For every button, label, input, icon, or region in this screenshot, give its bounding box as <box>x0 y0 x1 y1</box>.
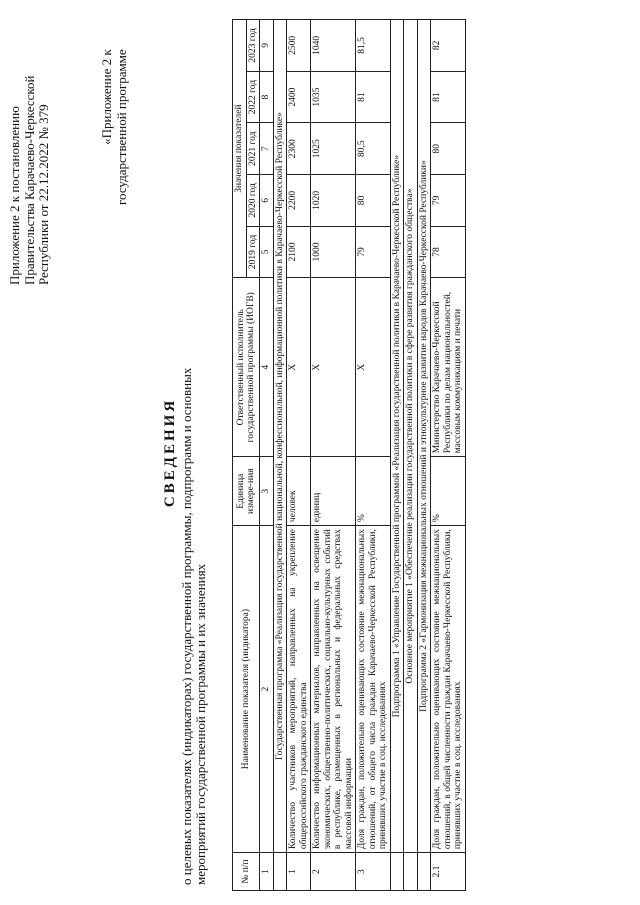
column-number: 9 <box>260 20 274 72</box>
indicator-value: 2300 <box>287 123 311 175</box>
indicator-value: 80 <box>356 175 391 227</box>
program-appendix-header <box>100 49 129 205</box>
year-header: 2022 год <box>246 71 260 123</box>
indicator-name: Доля граждан, положительно оценивающих состояние межнациональных отношений, в общей численности граждан Карачаево-Черкесской Республики, принявших участие в соц. исследованиях <box>431 526 466 853</box>
indicator-value: 1025 <box>311 123 356 175</box>
indicator-name: Доля граждан, положительно оценивающих состояние межнациональных отношений, от общего числа граждан Карачаево-Черкесской Республики, принявших участие в соц. исследованиях <box>356 526 391 853</box>
column-number: 8 <box>260 71 274 123</box>
program-row-text: Государственная программа «Реализация государственной национальной, конфессиональной, информационной политики в Карачаево-Черкесской Республике» <box>273 20 287 853</box>
executor: Х <box>311 278 356 457</box>
indicators-table <box>232 19 466 891</box>
blank-cell <box>417 853 431 891</box>
subprogram-1-row <box>390 20 404 891</box>
column-number: 5 <box>260 226 274 278</box>
year-header: 2021 год <box>246 123 260 175</box>
document-title: СВЕДЕНИЯ <box>162 397 178 508</box>
appendix-line: Республики от 22.12.2022 № 379 <box>36 104 51 285</box>
indicator-value: 78 <box>431 226 466 278</box>
blank-cell <box>390 853 404 891</box>
main-activity-1-row <box>404 20 418 891</box>
column-number: 3 <box>260 457 274 526</box>
indicator-value: 82 <box>431 20 466 72</box>
year-header: 2023 год <box>246 20 260 72</box>
indicator-value: 79 <box>356 226 391 278</box>
indicator-name: Количество участников мероприятий, направленных на укрепление общероссийского гражданского единства <box>287 526 311 853</box>
indicator-value: 81 <box>431 71 466 123</box>
row-number: 3 <box>356 853 391 891</box>
indicator-value: 1000 <box>311 226 356 278</box>
appendix-header <box>8 76 52 286</box>
indicator-value: 81,5 <box>356 20 391 72</box>
unit: человек <box>287 457 311 526</box>
indicator-value: 80,5 <box>356 123 391 175</box>
indicator-value: 80 <box>431 123 466 175</box>
column-number: 6 <box>260 175 274 227</box>
column-number: 4 <box>260 278 274 457</box>
indicator-value: 1040 <box>311 20 356 72</box>
subprogram-2-row-text: Подпрограмма 2 «Гармонизация межнациональных отношений и этнокультурное развитие народов Карачаево-Черкесской Республики» <box>417 20 431 853</box>
col-executor-header: Ответственный исполнитель государственной программы (ИОГВ) <box>233 278 260 457</box>
unit: единиц <box>311 457 356 526</box>
appendix-line: Правительства Карачаево-Черкесской <box>21 75 37 285</box>
table-row <box>311 20 356 891</box>
blank-cell <box>273 853 287 891</box>
blank-cell <box>404 853 418 891</box>
indicator-value: 2400 <box>287 71 311 123</box>
main-activity-1-row-text: Основное мероприятие 1 «Обеспечение реализации государственной политики в сфере развития гражданского общества» <box>404 20 418 853</box>
table-row <box>287 20 311 891</box>
col-num-header: № п/п <box>233 853 260 891</box>
executor: Министерство Карачаево-Черкесской Республики по делам национальностей, массовым коммуникациям и печати <box>431 278 466 457</box>
unit: % <box>356 457 391 526</box>
row-number: 2 <box>311 853 356 891</box>
header-row <box>233 20 247 891</box>
indicator-value: 1035 <box>311 71 356 123</box>
indicator-value: 79 <box>431 175 466 227</box>
program-line: «Приложение 2 к <box>99 49 114 145</box>
executor: Х <box>287 278 311 457</box>
table-row <box>356 20 391 891</box>
row-number: 2.1 <box>431 853 466 891</box>
indicator-value: 2500 <box>287 20 311 72</box>
program-row <box>273 20 287 891</box>
executor: Х <box>356 278 391 457</box>
row-number: 1 <box>287 853 311 891</box>
unit: % <box>431 457 466 526</box>
column-number: 1 <box>260 853 274 891</box>
subprogram-1-row-text: Подпрограмма 1 «Управление Государственной программой «Реализация государственной политики в Карачаево-Черкесской Республике» <box>390 20 404 853</box>
appendix-line: Приложение 2 к постановлению <box>7 106 22 285</box>
year-header: 2020 год <box>246 175 260 227</box>
column-number: 7 <box>260 123 274 175</box>
col-name-header: Наименование показателя (индикатора) <box>233 526 260 853</box>
indicator-value: 81 <box>356 71 391 123</box>
table-row <box>431 20 466 891</box>
column-numbers-row <box>260 20 274 891</box>
year-header: 2019 год <box>246 226 260 278</box>
document-subtitle: о целевых показателях (индикаторах) государственной программы, подпрограмм и основных мероприятий государственной программы и их значениях <box>179 367 208 885</box>
subprogram-2-row <box>417 20 431 891</box>
indicator-name: Количество информационных материалов, направленных на освещение экономических, общественно-политических, социально-культурных событий в республике, размещенных в региональных и федеральных средствах массовой информации <box>311 526 356 853</box>
column-number: 2 <box>260 526 274 853</box>
col-unit-header: Единица измере-ния <box>233 457 260 526</box>
indicator-value: 1020 <box>311 175 356 227</box>
program-line: государственной программе <box>113 49 129 205</box>
indicator-value: 2200 <box>287 175 311 227</box>
values-group-header: Значения показателей <box>233 20 247 278</box>
indicator-value: 2100 <box>287 226 311 278</box>
